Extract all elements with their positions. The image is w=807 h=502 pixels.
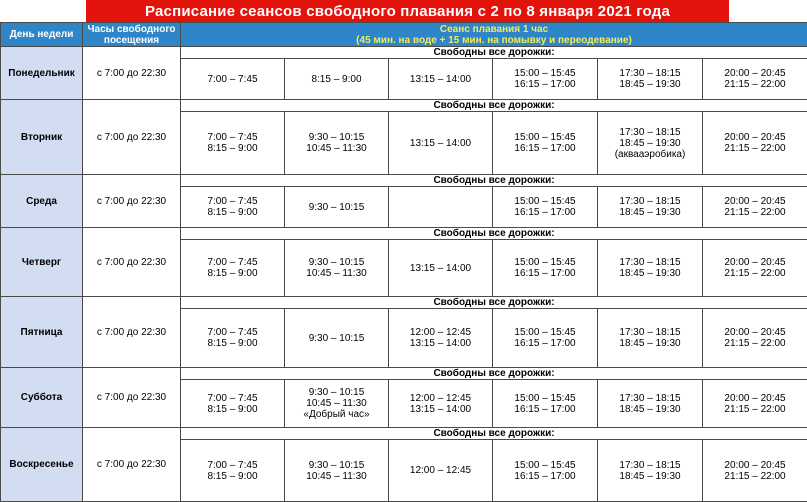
day-name: Вторник [1,100,83,175]
session-time-cell: 17:30 – 18:15 18:45 – 19:30 (аквааэробика) [598,112,703,175]
session-time-cell: 9:30 – 10:15 [285,309,389,368]
session-time-cell: 15:00 – 15:45 16:15 – 17:00 [493,59,598,100]
session-time-cell: 20:00 – 20:45 21:15 – 22:00 [703,440,807,502]
session-time-cell: 9:30 – 10:15 10:45 – 11:30 [285,440,389,502]
session-time-cell: 15:00 – 15:45 16:15 – 17:00 [493,440,598,502]
session-time-cell: 17:30 – 18:15 18:45 – 19:30 [598,59,703,100]
session-time-cell: 15:00 – 15:45 16:15 – 17:00 [493,240,598,297]
free-hours: с 7:00 до 22:30 [83,47,181,100]
free-hours: с 7:00 до 22:30 [83,297,181,368]
session-time-cell [389,187,493,228]
session-time-cell: 15:00 – 15:45 16:15 – 17:00 [493,112,598,175]
session-time-cell: 7:00 – 7:45 8:15 – 9:00 [181,240,285,297]
table-row [1,297,807,309]
all-lanes-free-note: Свободны все дорожки: [181,175,807,187]
session-time-cell: 20:00 – 20:45 21:15 – 22:00 [703,112,807,175]
session-time-cell: 15:00 – 15:45 16:15 – 17:00 [493,380,598,428]
session-time-cell: 15:00 – 15:45 16:15 – 17:00 [493,309,598,368]
table-row [1,100,807,112]
session-time-cell: 9:30 – 10:15 [285,187,389,228]
table-row [1,175,807,187]
session-header-line1: Сеанс плавания 1 час [181,24,807,35]
day-name: Четверг [1,228,83,297]
session-time-cell: 20:00 – 20:45 21:15 – 22:00 [703,187,807,228]
session-time-cell: 15:00 – 15:45 16:15 – 17:00 [493,187,598,228]
session-time-cell: 13:15 – 14:00 [389,59,493,100]
session-header-line2: (45 мин. на воде + 15 мин. на помывку и переодевание) [181,35,807,46]
all-lanes-free-note: Свободны все дорожки: [181,228,807,240]
session-time-cell: 17:30 – 18:15 18:45 – 19:30 [598,240,703,297]
hours-column-header: Часы свободного посещения [83,23,181,47]
table-row [1,47,807,59]
session-time-cell: 17:30 – 18:15 18:45 – 19:30 [598,309,703,368]
session-time-cell: 12:00 – 12:45 13:15 – 14:00 [389,309,493,368]
session-time-cell: 13:15 – 14:00 [389,240,493,297]
day-column-header: День недели [1,23,83,47]
schedule-table [0,22,807,502]
session-time-cell: 7:00 – 7:45 8:15 – 9:00 [181,440,285,502]
session-time-cell: 17:30 – 18:15 18:45 – 19:30 [598,440,703,502]
session-time-cell: 7:00 – 7:45 8:15 – 9:00 [181,380,285,428]
free-hours: с 7:00 до 22:30 [83,428,181,502]
free-hours: с 7:00 до 22:30 [83,100,181,175]
schedule-body [1,47,807,502]
day-name: Воскресенье [1,428,83,502]
all-lanes-free-note: Свободны все дорожки: [181,368,807,380]
session-time-cell: 8:15 – 9:00 [285,59,389,100]
all-lanes-free-note: Свободны все дорожки: [181,428,807,440]
table-row [1,228,807,240]
session-time-cell: 9:30 – 10:15 10:45 – 11:30 [285,112,389,175]
all-lanes-free-note: Свободны все дорожки: [181,100,807,112]
free-hours: с 7:00 до 22:30 [83,175,181,228]
session-time-cell: 13:15 – 14:00 [389,112,493,175]
session-column-header [181,23,807,47]
free-hours: с 7:00 до 22:30 [83,368,181,428]
table-row [1,428,807,440]
all-lanes-free-note: Свободны все дорожки: [181,297,807,309]
day-name: Пятница [1,297,83,368]
page-title: Расписание сеансов свободного плавания с 2 по 8 января 2021 года [86,0,729,22]
session-time-cell: 7:00 – 7:45 8:15 – 9:00 [181,309,285,368]
day-name: Суббота [1,368,83,428]
header-row [1,23,807,47]
session-time-cell: 9:30 – 10:15 10:45 – 11:30 «Добрый час» [285,380,389,428]
session-time-cell: 20:00 – 20:45 21:15 – 22:00 [703,309,807,368]
session-time-cell: 7:00 – 7:45 8:15 – 9:00 [181,112,285,175]
session-time-cell: 12:00 – 12:45 13:15 – 14:00 [389,380,493,428]
session-time-cell: 20:00 – 20:45 21:15 – 22:00 [703,59,807,100]
day-name: Понедельник [1,47,83,100]
table-row [1,368,807,380]
session-time-cell: 7:00 – 7:45 [181,59,285,100]
session-time-cell: 12:00 – 12:45 [389,440,493,502]
day-name: Среда [1,175,83,228]
all-lanes-free-note: Свободны все дорожки: [181,47,807,59]
session-time-cell: 17:30 – 18:15 18:45 – 19:30 [598,380,703,428]
session-time-cell: 20:00 – 20:45 21:15 – 22:00 [703,240,807,297]
session-time-cell: 17:30 – 18:15 18:45 – 19:30 [598,187,703,228]
session-time-cell: 7:00 – 7:45 8:15 – 9:00 [181,187,285,228]
session-time-cell: 20:00 – 20:45 21:15 – 22:00 [703,380,807,428]
free-hours: с 7:00 до 22:30 [83,228,181,297]
session-time-cell: 9:30 – 10:15 10:45 – 11:30 [285,240,389,297]
